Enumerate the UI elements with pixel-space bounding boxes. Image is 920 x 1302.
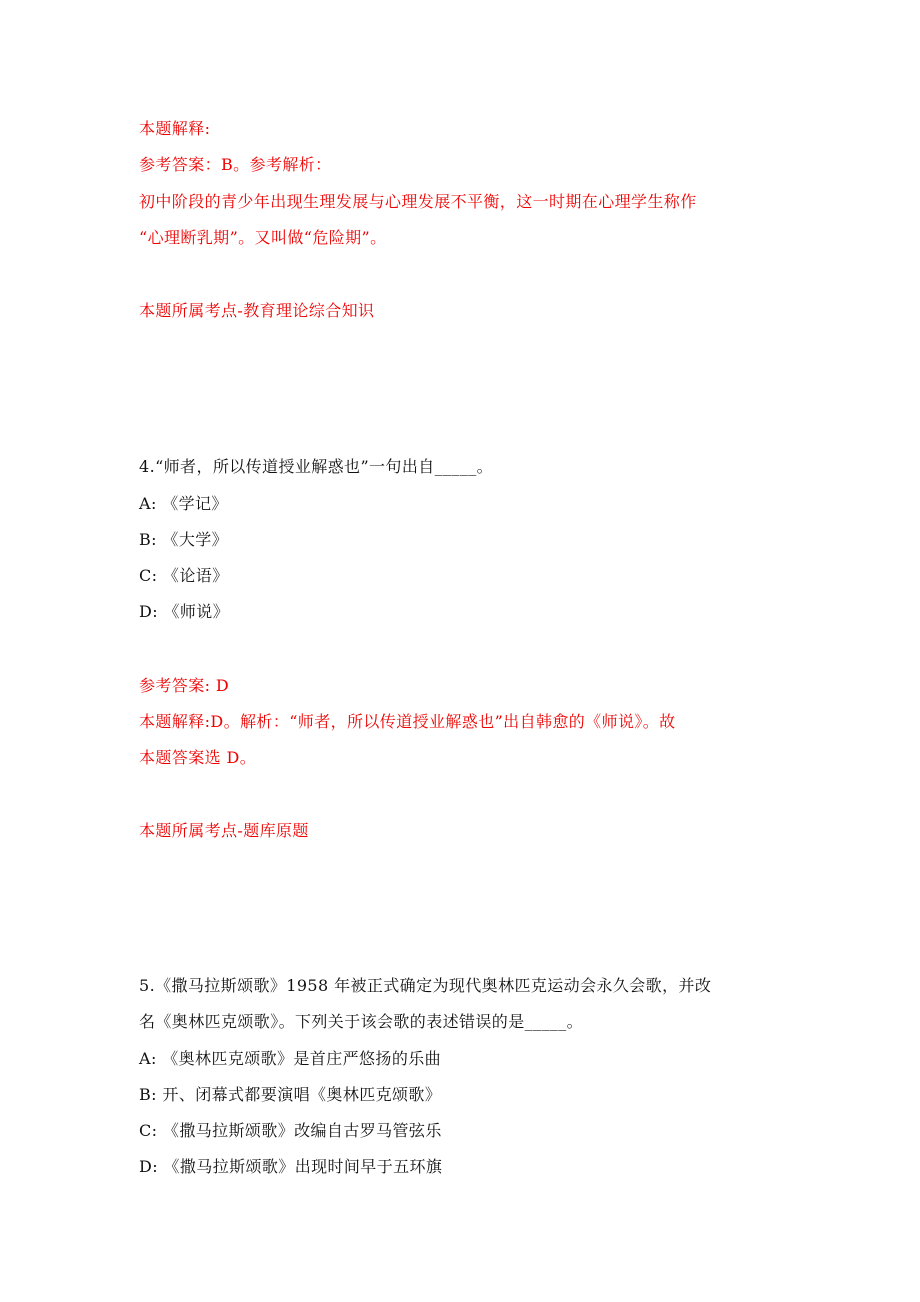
question-4-option-c: C: 《论语》: [139, 566, 229, 585]
question-4-answer: 参考答案: D: [139, 676, 230, 695]
question-4-option-a: A: 《学记》: [139, 494, 228, 513]
topic-label: 本题所属考点-教育理论综合知识: [139, 301, 375, 320]
question-4-explanation-line2: 本题答案选 D。: [139, 748, 257, 767]
analysis-text-line2: “心理断乳期”。又叫做“危险期”。: [139, 228, 387, 247]
question-4-option-d: D: 《师说》: [139, 602, 230, 621]
question-5-stem-line1: 5.《撒马拉斯颂歌》1958 年被正式确定为现代奥林匹克运动会永久会歌，并改: [139, 976, 712, 995]
question-4-topic: 本题所属考点-题库原题: [139, 821, 309, 840]
question-5-option-a: A: 《奥林匹克颂歌》是首庄严悠扬的乐曲: [139, 1049, 442, 1068]
question-5-option-c: C: 《撒马拉斯颂歌》改编自古罗马管弦乐: [139, 1121, 442, 1140]
question-5-stem-line2: 名《奥林匹克颂歌》。下列关于该会歌的表述错误的是_____。: [139, 1012, 584, 1031]
question-4-option-b: B: 《大学》: [139, 530, 229, 549]
answer-line: 参考答案：B。参考解析：: [139, 155, 332, 174]
question-5-option-b: B: 开、闭幕式都要演唱《奥林匹克颂歌》: [139, 1085, 442, 1104]
explanation-label: 本题解释:: [139, 119, 211, 138]
question-4-explanation-line1: 本题解释:D。解析：“师者，所以传道授业解惑也”出自韩愈的《师说》。故: [139, 712, 676, 731]
question-5-option-d: D: 《撒马拉斯颂歌》出现时间早于五环旗: [139, 1157, 443, 1176]
question-4-stem: 4.“师者，所以传道授业解惑也”一句出自_____。: [139, 457, 494, 476]
analysis-text-line1: 初中阶段的青少年出现生理发展与心理发展不平衡，这一时期在心理学生称作: [139, 192, 697, 211]
